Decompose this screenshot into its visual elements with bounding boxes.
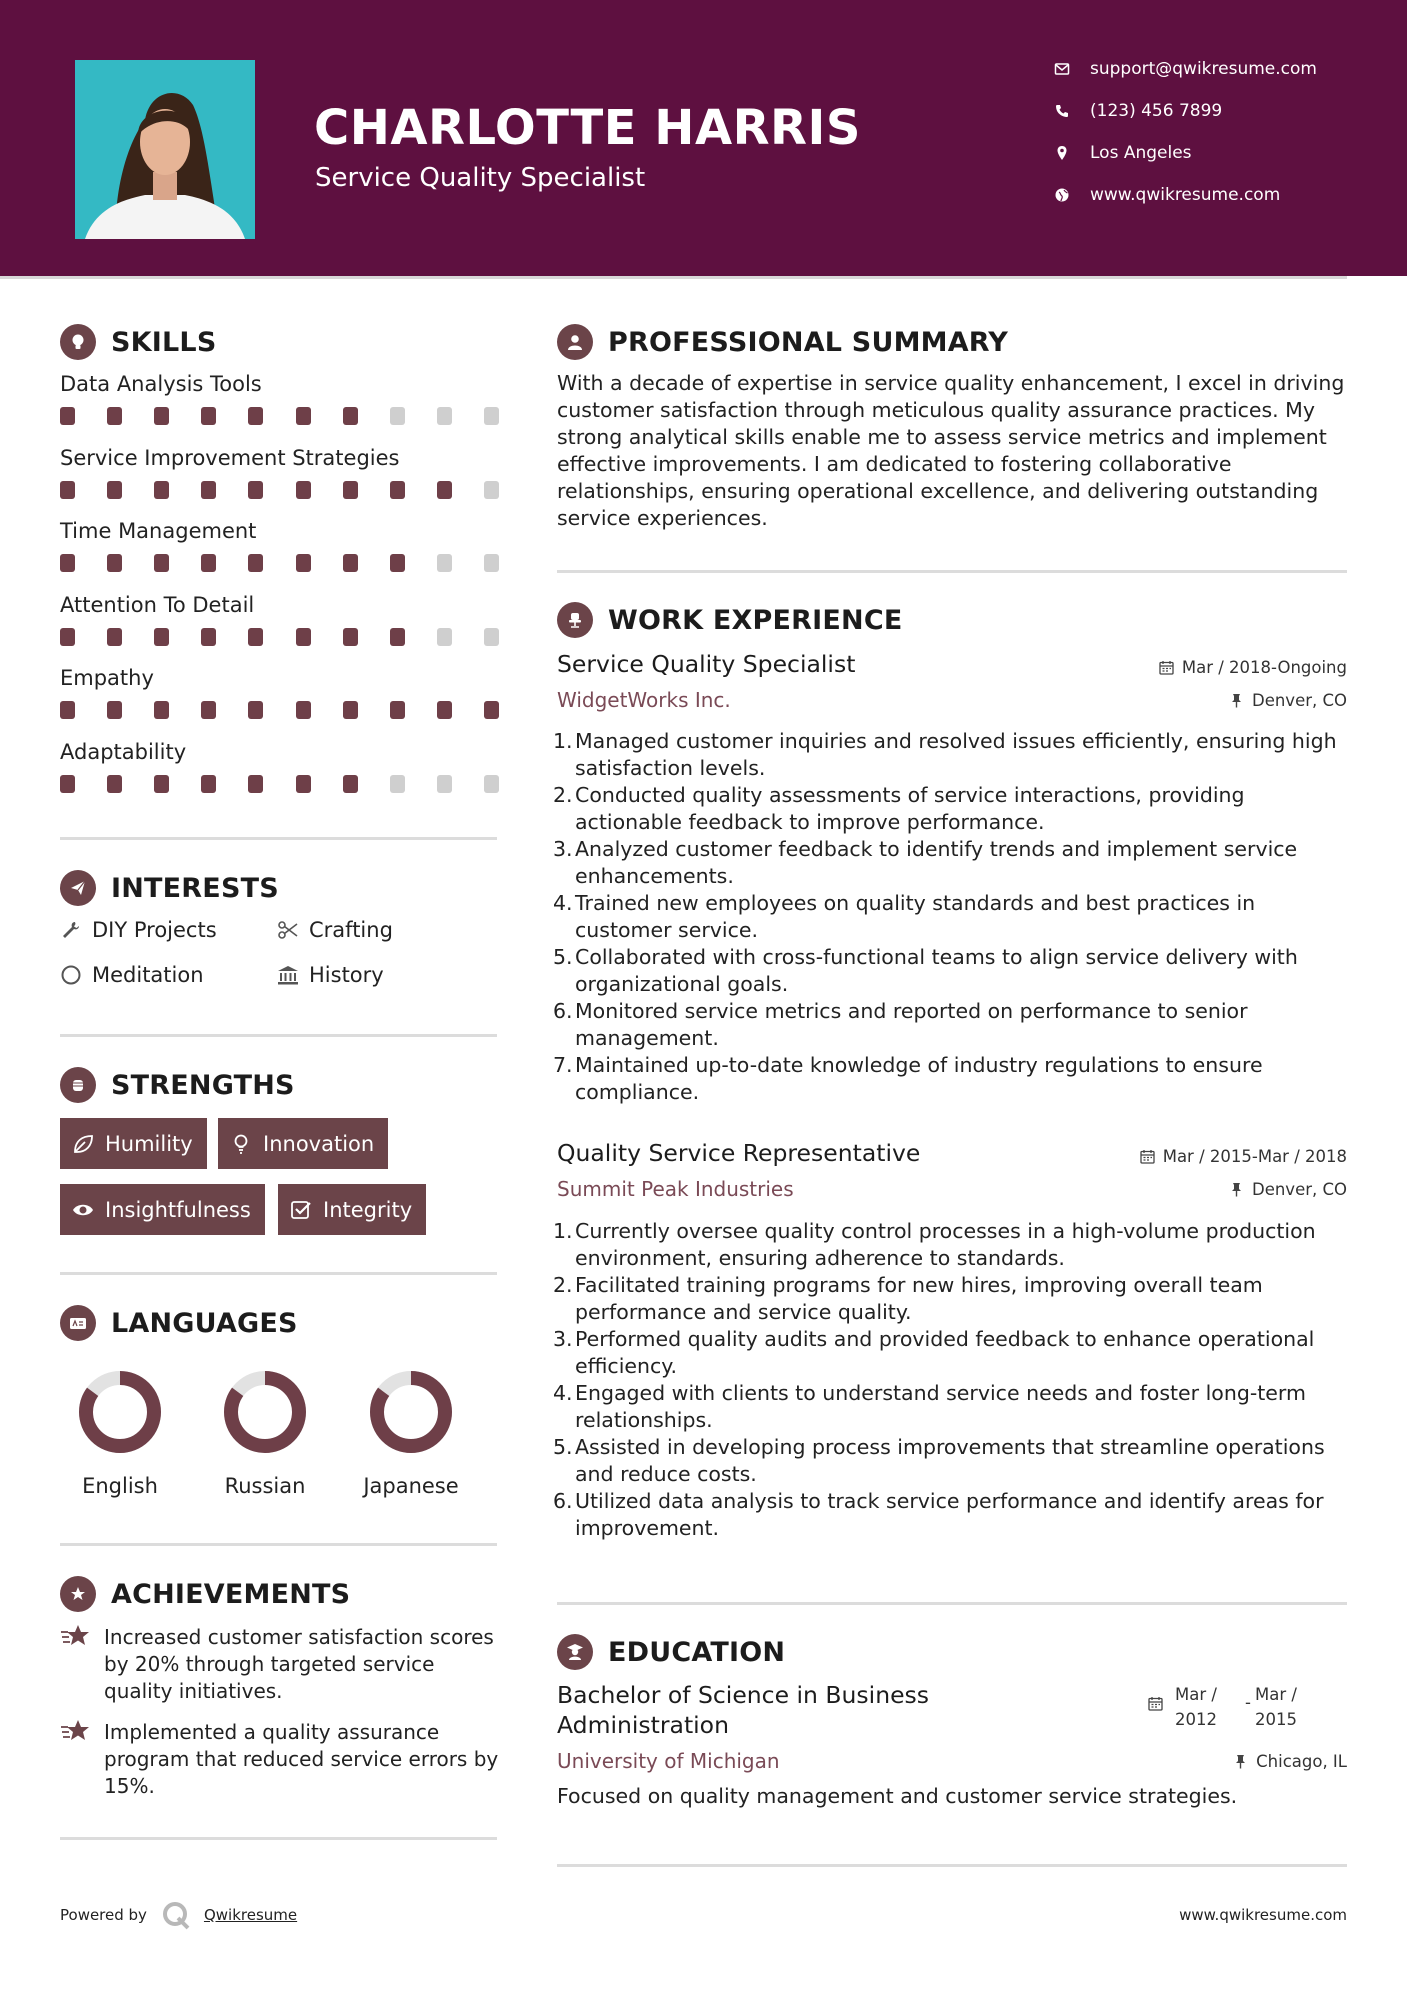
language-level-donut (220, 1367, 310, 1457)
achievement-item: Increased customer satisfaction scores by 20% through targeted service quality initiatives. (60, 1624, 500, 1705)
job-bullets (553, 728, 1353, 1106)
job-bullet: 7. Maintained up-to-date knowledge of industry regulations to ensure compliance. (553, 1053, 1263, 1104)
school-name: University of Michigan (557, 1749, 780, 1773)
leaf-icon (72, 1133, 94, 1155)
language-name: English (82, 1474, 158, 1498)
skill-dot-filled (390, 701, 405, 719)
globe-icon (1054, 187, 1070, 203)
strength-badge: Humility (60, 1118, 207, 1169)
contact-email[interactable] (1054, 55, 1384, 83)
skill-name: Empathy (60, 666, 154, 690)
job-bullet: 5. Collaborated with cross-functional teams to align service delivery with organizational goals. (553, 945, 1298, 996)
profile-photo (75, 60, 255, 239)
job-title: Quality Service Representative (557, 1139, 921, 1167)
skill-dot-empty (437, 407, 452, 425)
skill-dot-filled (201, 407, 216, 425)
skill-dot-filled (201, 554, 216, 572)
language-level-donut (366, 1367, 456, 1457)
skill-dot-filled (60, 775, 75, 793)
job-bullet: 3. Analyzed customer feedback to identify trends and implement service enhancements. (553, 837, 1298, 888)
divider (557, 1864, 1347, 1867)
achievements-title: ACHIEVEMENTS (111, 1578, 351, 1610)
skill-dot-filled (60, 481, 75, 499)
interest-item: DIY Projects (60, 918, 217, 942)
language-name: Japanese (363, 1474, 459, 1498)
language-card-icon (68, 1313, 88, 1333)
skill-dot-filled (248, 407, 263, 425)
skill-dot-empty (484, 407, 499, 425)
achievements-heading (60, 1576, 350, 1612)
pin-icon (1233, 1754, 1248, 1769)
job-dates: Mar / 2018-Ongoing (1159, 658, 1347, 677)
skill-dot-filled (248, 775, 263, 793)
interests-heading (60, 870, 279, 906)
skill-dot-filled (296, 554, 311, 572)
skill-rating (60, 554, 500, 572)
skill-dot-filled (107, 628, 122, 646)
skill-dot-empty (390, 407, 405, 425)
education-title: EDUCATION (608, 1636, 786, 1668)
star-icon (60, 1622, 92, 1650)
degree-name: Bachelor of Science in Business Administration (557, 1681, 930, 1739)
pin-icon (1229, 693, 1244, 708)
star-icon (60, 1717, 92, 1745)
job-bullet: 6. Utilized data analysis to track service performance and identify areas for improvement. (553, 1489, 1324, 1540)
skill-dot-filled (390, 481, 405, 499)
interests-title: INTERESTS (111, 872, 279, 904)
skill-dot-filled (60, 701, 75, 719)
contact-website[interactable] (1054, 181, 1384, 209)
interest-item: History (277, 963, 384, 987)
paper-plane-icon (68, 878, 88, 898)
education-start-month: Mar / (1175, 1685, 1217, 1704)
qwikresume-logo-icon (161, 1900, 191, 1930)
contact-phone-text: (123) 456 7899 (1090, 101, 1223, 121)
job-bullet: 1. Managed customer inquiries and resolved issues efficiently, ensuring high satisfaction levels. (553, 729, 1337, 780)
job-location: Denver, CO (1229, 691, 1347, 710)
education-end-year: 2015 (1255, 1710, 1297, 1729)
skill-dot-filled (437, 481, 452, 499)
skill-dot-filled (343, 628, 358, 646)
skill-name: Attention To Detail (60, 592, 255, 617)
circle-icon (60, 964, 82, 986)
footer-powered-by: Powered by Qwikresume (60, 1900, 297, 1930)
contact-website-text: www.qwikresume.com (1090, 185, 1281, 205)
contact-location (1054, 139, 1384, 167)
company-name: WidgetWorks Inc. (557, 688, 731, 712)
skill-dot-filled (107, 775, 122, 793)
experience-heading (557, 602, 902, 638)
skill-dot-filled (296, 407, 311, 425)
divider (60, 1543, 497, 1546)
education-description: Focused on quality management and customer service strategies. (557, 1784, 1238, 1808)
job-bullet: 2. Facilitated training programs for new hires, improving overall team performance and service quality. (553, 1273, 1263, 1324)
phone-icon (1054, 103, 1070, 119)
skill-dot-empty (437, 775, 452, 793)
skill-dot-filled (248, 628, 263, 646)
languages-title: LANGUAGES (111, 1307, 298, 1339)
skill-dot-filled (201, 481, 216, 499)
skill-dot-filled (107, 481, 122, 499)
museum-icon (277, 964, 299, 986)
job-dates: Mar / 2015-Mar / 2018 (1140, 1147, 1347, 1166)
divider (60, 1837, 497, 1840)
job-location: Denver, CO (1229, 1180, 1347, 1199)
eye-icon (72, 1199, 94, 1221)
contact-phone[interactable] (1054, 97, 1384, 125)
lightbulb-icon (68, 332, 88, 352)
skill-dot-filled (154, 775, 169, 793)
languages-heading (60, 1305, 298, 1341)
summary-text: With a decade of expertise in service quality enhancement, I excel in driving customer satisfaction through meticulous quality assurance practices. My strong analytical skills enable me to assess service metrics and implement effective improvements. I am dedicated to fostering collaborative relationships, ensuring operational excellence, and delivering outstanding service experiences. (557, 371, 1345, 530)
skill-dot-filled (154, 407, 169, 425)
job-title: Service Quality Specialist (557, 650, 856, 678)
star-badge-icon (68, 1584, 88, 1604)
skill-name: Service Improvement Strategies (60, 445, 400, 470)
divider (60, 837, 497, 840)
skill-dot-filled (390, 628, 405, 646)
skill-dot-filled (201, 628, 216, 646)
job-bullet: 5. Assisted in developing process improvements that streamline operations and reduce costs. (553, 1435, 1325, 1486)
language-item (192, 1367, 338, 1498)
job-bullet: 3. Performed quality audits and provided feedback to enhance operational efficiency. (553, 1327, 1315, 1378)
skill-rating (60, 407, 500, 425)
skill-dot-filled (248, 701, 263, 719)
divider (60, 1034, 497, 1037)
skill-dot-filled (248, 554, 263, 572)
interest-item: Crafting (277, 918, 393, 942)
skill-rating (60, 775, 500, 793)
divider (557, 570, 1347, 573)
location-icon (1054, 145, 1070, 161)
divider (557, 1602, 1347, 1605)
skill-name: Adaptability (60, 739, 187, 764)
skill-dot-filled (154, 481, 169, 499)
skill-dot-filled (201, 775, 216, 793)
skill-dot-filled (154, 701, 169, 719)
achievement-item: Implemented a quality assurance program that reduced service errors by 15%. (60, 1719, 500, 1800)
skill-dot-filled (296, 628, 311, 646)
education-heading (557, 1634, 785, 1670)
experience-title: WORK EXPERIENCE (608, 604, 903, 636)
skill-name: Data Analysis Tools (60, 372, 262, 396)
skill-dot-filled (107, 554, 122, 572)
education-end-month: Mar / (1255, 1685, 1297, 1704)
job-bullets (553, 1218, 1353, 1542)
candidate-name: CHARLOTTE HARRIS (314, 100, 861, 156)
skill-dot-empty (484, 554, 499, 572)
skill-dot-empty (437, 554, 452, 572)
skill-dot-filled (296, 481, 311, 499)
education-location: Chicago, IL (1233, 1752, 1347, 1771)
skill-dot-filled (248, 481, 263, 499)
skill-dot-filled (390, 554, 405, 572)
job-bullet: 1. Currently oversee quality control processes in a high-volume production environment, ensuring adherence to standards. (553, 1219, 1316, 1270)
interest-item: Meditation (60, 963, 204, 987)
summary-title: PROFESSIONAL SUMMARY (608, 326, 1009, 358)
graduate-icon (565, 1642, 585, 1662)
calendar-icon (1140, 1149, 1155, 1164)
skill-dot-filled (60, 628, 75, 646)
skill-dot-filled (296, 701, 311, 719)
skill-rating (60, 481, 500, 499)
resume-header (0, 0, 1407, 276)
language-item (47, 1367, 193, 1498)
skills-title: SKILLS (111, 326, 217, 358)
education-dates: Mar / 2012 - Mar / 2015 (1148, 1682, 1297, 1732)
skill-rating (60, 701, 500, 719)
language-name: Russian (224, 1474, 306, 1498)
checkbox-icon (290, 1199, 312, 1221)
skill-dot-filled (60, 407, 75, 425)
qwikresume-link[interactable]: Qwikresume (203, 1906, 298, 1924)
footer-url[interactable]: www.qwikresume.com (1179, 1906, 1347, 1924)
skill-dot-filled (154, 628, 169, 646)
job-bullet: 2. Conducted quality assessments of service interactions, providing actionable feedback to improve performance. (553, 783, 1245, 834)
header-divider (0, 276, 1347, 279)
skill-dot-filled (343, 554, 358, 572)
strength-badge: Insightfulness (60, 1184, 265, 1235)
lightbulb-icon (230, 1133, 252, 1155)
skill-dot-filled (437, 701, 452, 719)
education-start-year: 2012 (1175, 1710, 1217, 1729)
scissors-icon (277, 919, 299, 941)
skill-dot-filled (484, 701, 499, 719)
office-chair-icon (565, 610, 585, 630)
skill-dot-filled (60, 554, 75, 572)
skill-dot-empty (484, 628, 499, 646)
skill-dot-filled (343, 407, 358, 425)
wrench-icon (60, 919, 82, 941)
skill-dot-empty (390, 775, 405, 793)
pin-icon (1229, 1182, 1244, 1197)
contact-location-text: Los Angeles (1090, 143, 1192, 163)
language-item (338, 1367, 484, 1498)
candidate-role: Service Quality Specialist (315, 163, 646, 193)
skill-dot-empty (484, 481, 499, 499)
user-icon (565, 332, 585, 352)
job-bullet: 6. Monitored service metrics and reported on performance to senior management. (553, 999, 1248, 1050)
skill-name: Time Management (60, 519, 257, 543)
skill-dot-filled (343, 701, 358, 719)
skill-dot-filled (107, 407, 122, 425)
skill-dot-filled (343, 775, 358, 793)
job-bullet: 4. Engaged with clients to understand service needs and foster long-term relationships. (553, 1381, 1306, 1432)
fist-icon (68, 1075, 88, 1095)
company-name: Summit Peak Industries (557, 1177, 794, 1201)
language-level-donut (75, 1367, 165, 1457)
skills-heading (60, 324, 216, 360)
skill-dot-empty (484, 775, 499, 793)
skill-dot-filled (343, 481, 358, 499)
calendar-icon (1148, 1696, 1163, 1711)
skill-dot-filled (201, 701, 216, 719)
skill-dot-filled (296, 775, 311, 793)
strengths-heading (60, 1067, 295, 1103)
strength-badge: Integrity (278, 1184, 426, 1235)
strength-badge: Innovation (218, 1118, 388, 1169)
skill-dot-filled (107, 701, 122, 719)
skill-dot-empty (437, 628, 452, 646)
divider (60, 1272, 497, 1275)
contact-email-text: support@qwikresume.com (1090, 59, 1317, 79)
job-bullet: 4. Trained new employees on quality standards and best practices in customer service. (553, 891, 1256, 942)
skill-dot-filled (154, 554, 169, 572)
strengths-title: STRENGTHS (111, 1069, 295, 1101)
calendar-icon (1159, 660, 1174, 675)
email-icon (1054, 61, 1070, 77)
summary-heading (557, 324, 1008, 360)
skill-rating (60, 628, 500, 646)
